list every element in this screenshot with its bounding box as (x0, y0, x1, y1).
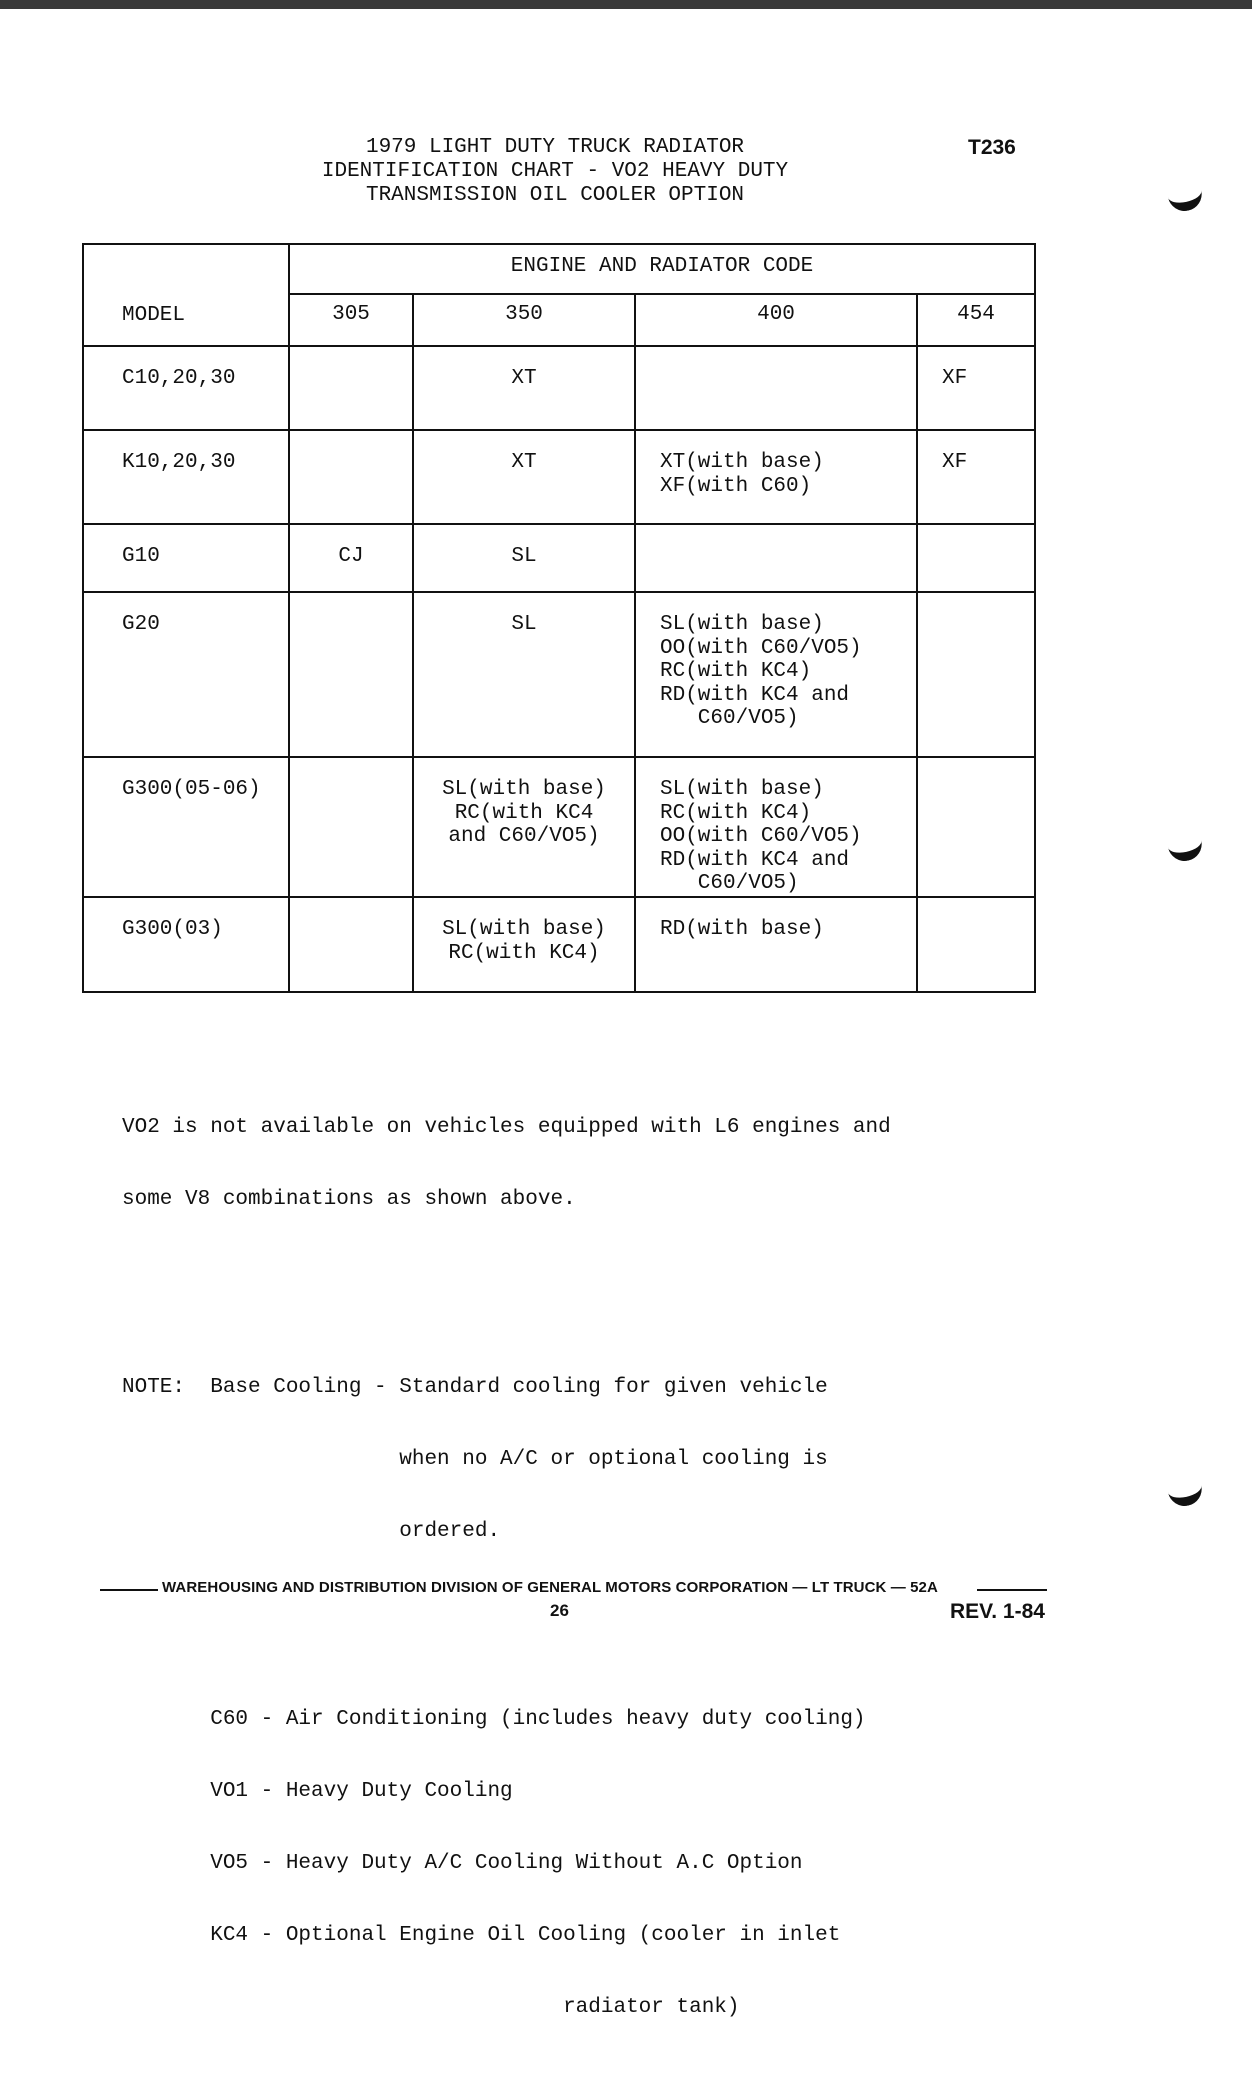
model-cell: G300(05-06) (83, 757, 289, 897)
radiator-code-line: CJ (338, 545, 364, 568)
radiator-code-line: XT (511, 367, 537, 390)
table-row (83, 524, 1035, 592)
radiator-code-line: RC(with KC4) (660, 660, 812, 683)
model-cell: C10,20,30 (83, 346, 289, 430)
radiator-code-cell-454 (917, 592, 1035, 757)
radiator-code-line: OO(with C60/VO5) (660, 825, 862, 848)
title-line-3: TRANSMISSION OIL COOLER OPTION (365, 184, 745, 207)
model-cell: G20 (83, 592, 289, 757)
radiator-code-line: RC(with KC4) (448, 941, 600, 965)
radiator-code-cell-350 (413, 524, 635, 592)
radiator-code-line: C60/VO5) (660, 872, 799, 895)
option-code-line: KC4 - Optional Engine Oil Cooling (cooler in inlet (122, 1924, 841, 1947)
option-codes-list (122, 1660, 891, 2068)
availability-line: VO2 is not available on vehicles equipped with L6 engines and (122, 1116, 891, 1139)
radiator-code-line: RD(with base) (660, 918, 824, 941)
availability-line: some V8 combinations as shown above. (122, 1188, 576, 1211)
option-code-line: C60 - Air Conditioning (includes heavy duty cooling) (122, 1708, 866, 1731)
radiator-code-line: SL (511, 613, 537, 636)
title-line-2: IDENTIFICATION CHART - VO2 HEAVY DUTY (321, 160, 789, 183)
base-cooling-note (122, 1328, 891, 1592)
scan-top-border (0, 0, 1252, 9)
radiator-code-line: RC(with KC4) (660, 801, 812, 825)
radiator-code-line: SL(with base) (660, 778, 824, 801)
option-code-line: VO1 - Heavy Duty Cooling (122, 1780, 513, 1803)
note-line: NOTE: Base Cooling - Standard cooling for given vehicle (122, 1376, 828, 1399)
radiator-code-line: XT(with base) (660, 451, 824, 474)
radiator-code-line: XT (511, 451, 537, 474)
page-number: 26 (550, 1601, 569, 1620)
radiator-code-line: SL (511, 545, 537, 568)
radiator-code-line: and C60/VO5) (448, 825, 600, 848)
table-row (83, 346, 1035, 430)
title-line-1: 1979 LIGHT DUTY TRUCK RADIATOR (365, 136, 745, 159)
engine-header-454: 454 (917, 294, 1035, 346)
availability-note (122, 1068, 891, 1260)
radiator-code-cell-454 (917, 524, 1035, 592)
radiator-code-cell-400 (635, 592, 917, 757)
radiator-code-cell-400 (635, 897, 917, 992)
radiator-code-cell-350 (413, 897, 635, 992)
radiator-code-cell-305 (289, 430, 413, 524)
radiator-code-line: SL(with base) (442, 918, 606, 941)
table-row (83, 757, 1035, 897)
radiator-code-line: XF (942, 367, 968, 390)
model-cell: G10 (83, 524, 289, 592)
radiator-code-line: RD(with KC4 and (660, 848, 850, 872)
radiator-code-cell-454 (917, 757, 1035, 897)
radiator-code-cell-400 (635, 346, 917, 430)
radiator-code-line: RC(with KC4 (454, 801, 594, 825)
radiator-code-cell-350 (413, 430, 635, 524)
engine-header-305: 305 (289, 294, 413, 346)
radiator-chart-table (82, 243, 1036, 993)
binder-hole-mark (1165, 1472, 1205, 1509)
radiator-code-line: SL(with base) (660, 613, 824, 636)
revision-label: REV. 1-84 (950, 1600, 1045, 1623)
note-line: when no A/C or optional cooling is (122, 1448, 828, 1471)
footer-rule-right (977, 1589, 1047, 1591)
model-cell: K10,20,30 (83, 430, 289, 524)
model-header: MODEL (83, 244, 289, 346)
radiator-code-line: C60/VO5) (660, 707, 799, 730)
option-code-line: radiator tank) (122, 1996, 740, 2019)
radiator-code-line: RD(with KC4 and (660, 683, 850, 707)
radiator-code-cell-454 (917, 346, 1035, 430)
radiator-code-cell-350 (413, 592, 635, 757)
radiator-code-cell-350 (413, 757, 635, 897)
footer-rule-left (100, 1589, 158, 1591)
radiator-code-line: OO(with C60/VO5) (660, 636, 862, 660)
engine-header-350: 350 (413, 294, 635, 346)
note-line: ordered. (122, 1520, 501, 1543)
notes-section (122, 1020, 891, 2092)
binder-hole-mark (1165, 827, 1205, 864)
document-code: T236 (968, 136, 1016, 159)
radiator-code-cell-400 (635, 757, 917, 897)
table-row (83, 430, 1035, 524)
engine-radiator-code-header: ENGINE AND RADIATOR CODE (289, 244, 1035, 294)
model-cell: G300(03) (83, 897, 289, 992)
option-code-line: VO5 - Heavy Duty A/C Cooling Without A.C Option (122, 1852, 803, 1875)
binder-hole-mark (1165, 177, 1205, 214)
engine-header-400: 400 (635, 294, 917, 346)
radiator-code-cell-305 (289, 346, 413, 430)
page-title (290, 136, 820, 208)
radiator-code-line: XF (942, 451, 968, 474)
radiator-code-cell-454 (917, 430, 1035, 524)
radiator-code-line: XF(with C60) (660, 474, 812, 498)
table-row (83, 592, 1035, 757)
radiator-code-cell-305 (289, 592, 413, 757)
radiator-code-cell-305 (289, 524, 413, 592)
radiator-code-cell-400 (635, 524, 917, 592)
radiator-code-cell-305 (289, 757, 413, 897)
radiator-code-cell-305 (289, 897, 413, 992)
radiator-code-line: SL(with base) (442, 778, 606, 801)
radiator-code-cell-350 (413, 346, 635, 430)
footer-division-text: WAREHOUSING AND DISTRIBUTION DIVISION OF GENERAL MOTORS CORPORATION — LT TRUCK — 52A (162, 1579, 938, 1596)
radiator-code-cell-454 (917, 897, 1035, 992)
radiator-code-cell-400 (635, 430, 917, 524)
table-row (83, 897, 1035, 992)
